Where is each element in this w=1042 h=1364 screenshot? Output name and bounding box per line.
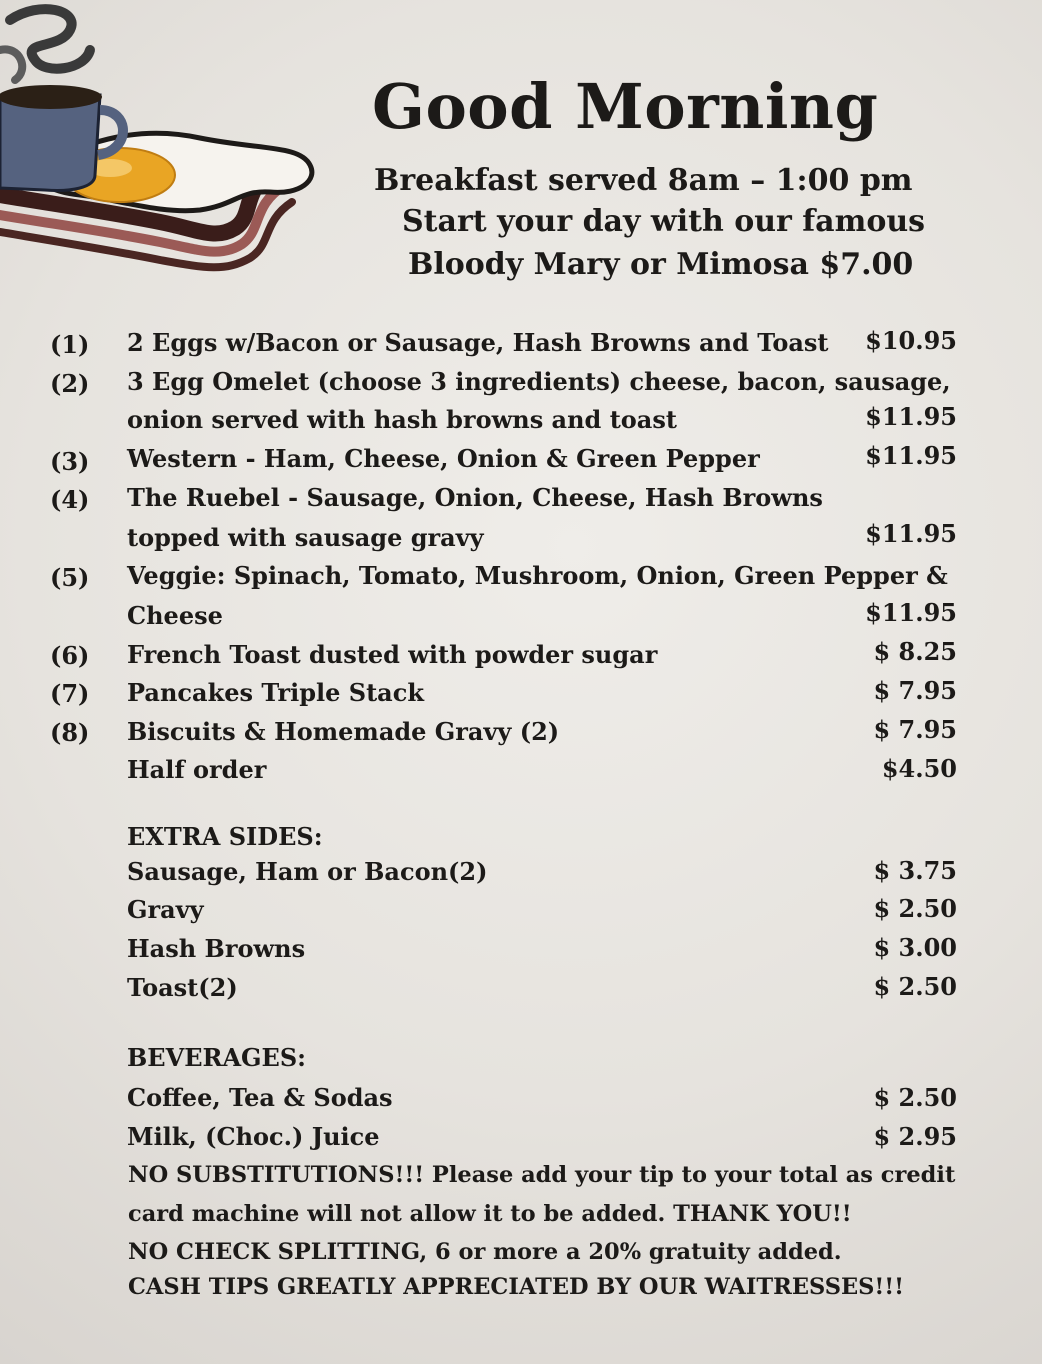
- menu-item-description: Half order: [127, 755, 267, 784]
- menu-item-price: $ 7.95: [873, 676, 957, 705]
- policy-note: NO SUBSTITUTIONS!!! Please add your tip to your total as credit: [128, 1162, 956, 1188]
- policy-note: CASH TIPS GREATLY APPRECIATED BY OUR WAITRESSES!!!: [128, 1274, 905, 1300]
- menu-item-price: $ 7.95: [873, 715, 957, 744]
- beverage-item-name: Milk, (Choc.) Juice: [127, 1122, 380, 1151]
- menu-item-description: Western - Ham, Cheese, Onion & Green Pepper: [127, 444, 760, 473]
- menu-item-number: (2): [50, 369, 90, 398]
- side-item-name: Toast(2): [127, 973, 238, 1002]
- menu-item-description: 2 Eggs w/Bacon or Sausage, Hash Browns and Toast: [127, 328, 829, 357]
- famous-drinks-price: Bloody Mary or Mimosa $7.00: [408, 247, 914, 282]
- beverage-item-name: Coffee, Tea & Sodas: [127, 1083, 393, 1112]
- menu-item-description-cont: topped with sausage gravy: [127, 523, 484, 552]
- menu-item-price: $11.95: [865, 441, 957, 470]
- menu-item-price: $11.95: [865, 402, 957, 431]
- menu-title: Good Morning: [372, 70, 879, 143]
- side-item-name: Hash Browns: [127, 934, 306, 963]
- beverage-item-price: $ 2.95: [873, 1122, 957, 1151]
- side-item-name: Gravy: [127, 895, 204, 924]
- menu-item-price: $4.50: [881, 754, 957, 783]
- menu-item-description: Veggie: Spinach, Tomato, Mushroom, Onion, Green Pepper &: [127, 561, 948, 590]
- menu-item-number: (8): [50, 718, 90, 747]
- side-item-name: Sausage, Ham or Bacon(2): [127, 857, 488, 886]
- menu-item-description: Biscuits & Homemade Gravy (2): [127, 717, 560, 746]
- menu-item-number: (5): [50, 563, 90, 592]
- breakfast-illustration-icon: [0, 0, 330, 280]
- menu-item-number: (7): [50, 679, 90, 708]
- beverage-item-price: $ 2.50: [873, 1083, 957, 1112]
- menu-item-description-cont: Cheese: [127, 601, 223, 630]
- menu-item-number: (4): [50, 485, 90, 514]
- menu-item-price: $11.95: [865, 598, 957, 627]
- policy-note: card machine will not allow it to be added. THANK YOU!!: [128, 1201, 852, 1227]
- menu-item-number: (3): [50, 447, 90, 476]
- menu-item-description: Pancakes Triple Stack: [127, 678, 424, 707]
- policy-note: NO CHECK SPLITTING, 6 or more a 20% gratuity added.: [128, 1239, 842, 1265]
- extra-sides-heading: EXTRA SIDES:: [127, 822, 323, 851]
- breakfast-hours: Breakfast served 8am – 1:00 pm: [374, 163, 913, 198]
- menu-item-description: French Toast dusted with powder sugar: [127, 640, 658, 669]
- menu-item-description: The Ruebel - Sausage, Onion, Cheese, Hash Browns: [127, 483, 823, 512]
- beverages-heading: BEVERAGES:: [127, 1043, 307, 1072]
- menu-item-description-cont: onion served with hash browns and toast: [127, 405, 677, 434]
- menu-item-number: (6): [50, 641, 90, 670]
- menu-item-price: $ 8.25: [873, 637, 957, 666]
- side-item-price: $ 3.00: [873, 933, 957, 962]
- menu-item-description: 3 Egg Omelet (choose 3 ingredients) cheese, bacon, sausage,: [127, 367, 951, 396]
- side-item-price: $ 2.50: [873, 972, 957, 1001]
- side-item-price: $ 2.50: [873, 894, 957, 923]
- menu-item-number: (1): [50, 330, 90, 359]
- side-item-price: $ 3.75: [873, 856, 957, 885]
- famous-drinks-intro: Start your day with our famous: [402, 204, 926, 239]
- menu-item-price: $11.95: [865, 519, 957, 548]
- menu-item-price: $10.95: [865, 326, 957, 355]
